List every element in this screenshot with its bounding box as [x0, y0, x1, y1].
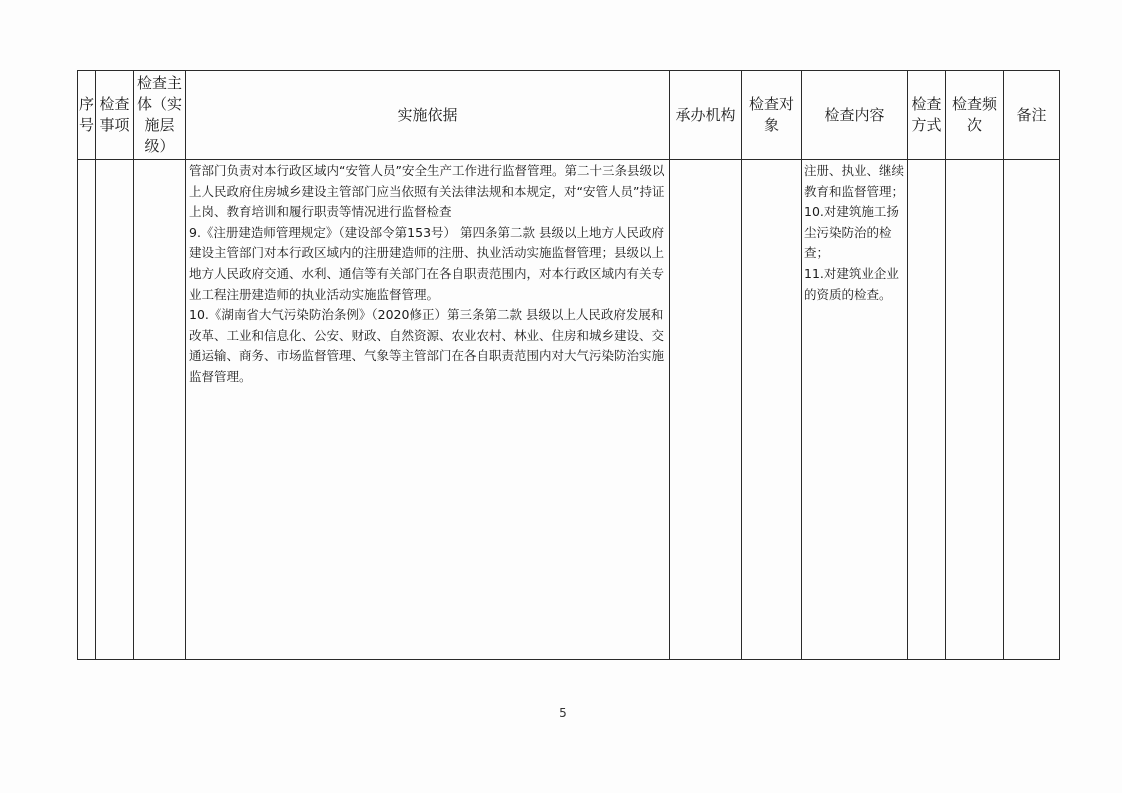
content-text: 注册、执业、继续教育和监督管理； 10.对建筑施工扬尘污染防治的检查； 11.对建筑业企业的资质的检查。 — [804, 163, 905, 302]
cell-frequency — [946, 160, 1004, 660]
cell-seq — [78, 160, 96, 660]
inspection-table-container — [77, 70, 1059, 660]
header-basis: 实施依据 — [186, 71, 670, 160]
header-seq: 序号 — [78, 71, 96, 160]
page-number: 5 — [559, 706, 567, 720]
inspection-table — [77, 70, 1060, 660]
cell-item — [96, 160, 134, 660]
cell-subject — [134, 160, 186, 660]
cell-basis — [186, 160, 670, 660]
table-body — [78, 160, 1060, 660]
cell-content — [802, 160, 908, 660]
header-target: 检查对象 — [742, 71, 802, 160]
header-content: 检查内容 — [802, 71, 908, 160]
header-row — [78, 71, 1060, 160]
header-agency: 承办机构 — [670, 71, 742, 160]
table-row — [78, 160, 1060, 660]
cell-agency — [670, 160, 742, 660]
cell-target — [742, 160, 802, 660]
header-item: 检查事项 — [96, 71, 134, 160]
cell-remark — [1004, 160, 1060, 660]
header-method: 检查方式 — [908, 71, 946, 160]
header-frequency: 检查频次 — [946, 71, 1004, 160]
header-subject: 检查主体（实施层级） — [134, 71, 186, 160]
basis-text: 管部门负责对本行政区域内“安管人员”安全生产工作进行监督管理。第二十三条县级以上人民政府住房城乡建设主管部门应当依照有关法律法规和本规定，对“安管人员”持证上岗、教育培训和履行职责等情况进行监督检查 9.《注册建造师管理规定》（建设部令第153号） 第四条第二款 县级以上地方人民政府建设主管部门对本行政区域内的注册建造师的注册、执业活动实施监督管理；县级以上地方人民政府交通、水利、通信等有关部门在各自职责范围内，对本行政区域内有关专业工程注册建造师的执业活动实施监督管理。 10.《湖南省大气污染防治条例》（2020修正）第三条第二款 县级以上人民政府发展和改革、工业和信息化、公安、财政、自然资源、农业农村、林业、住房和城乡建设、交通运输、商务、市场监督管理、气象等主管部门在各自职责范围内对大气污染防治实施监督管理。 — [189, 163, 665, 384]
cell-method — [908, 160, 946, 660]
header-remark: 备注 — [1004, 71, 1060, 160]
table-header — [78, 71, 1060, 160]
